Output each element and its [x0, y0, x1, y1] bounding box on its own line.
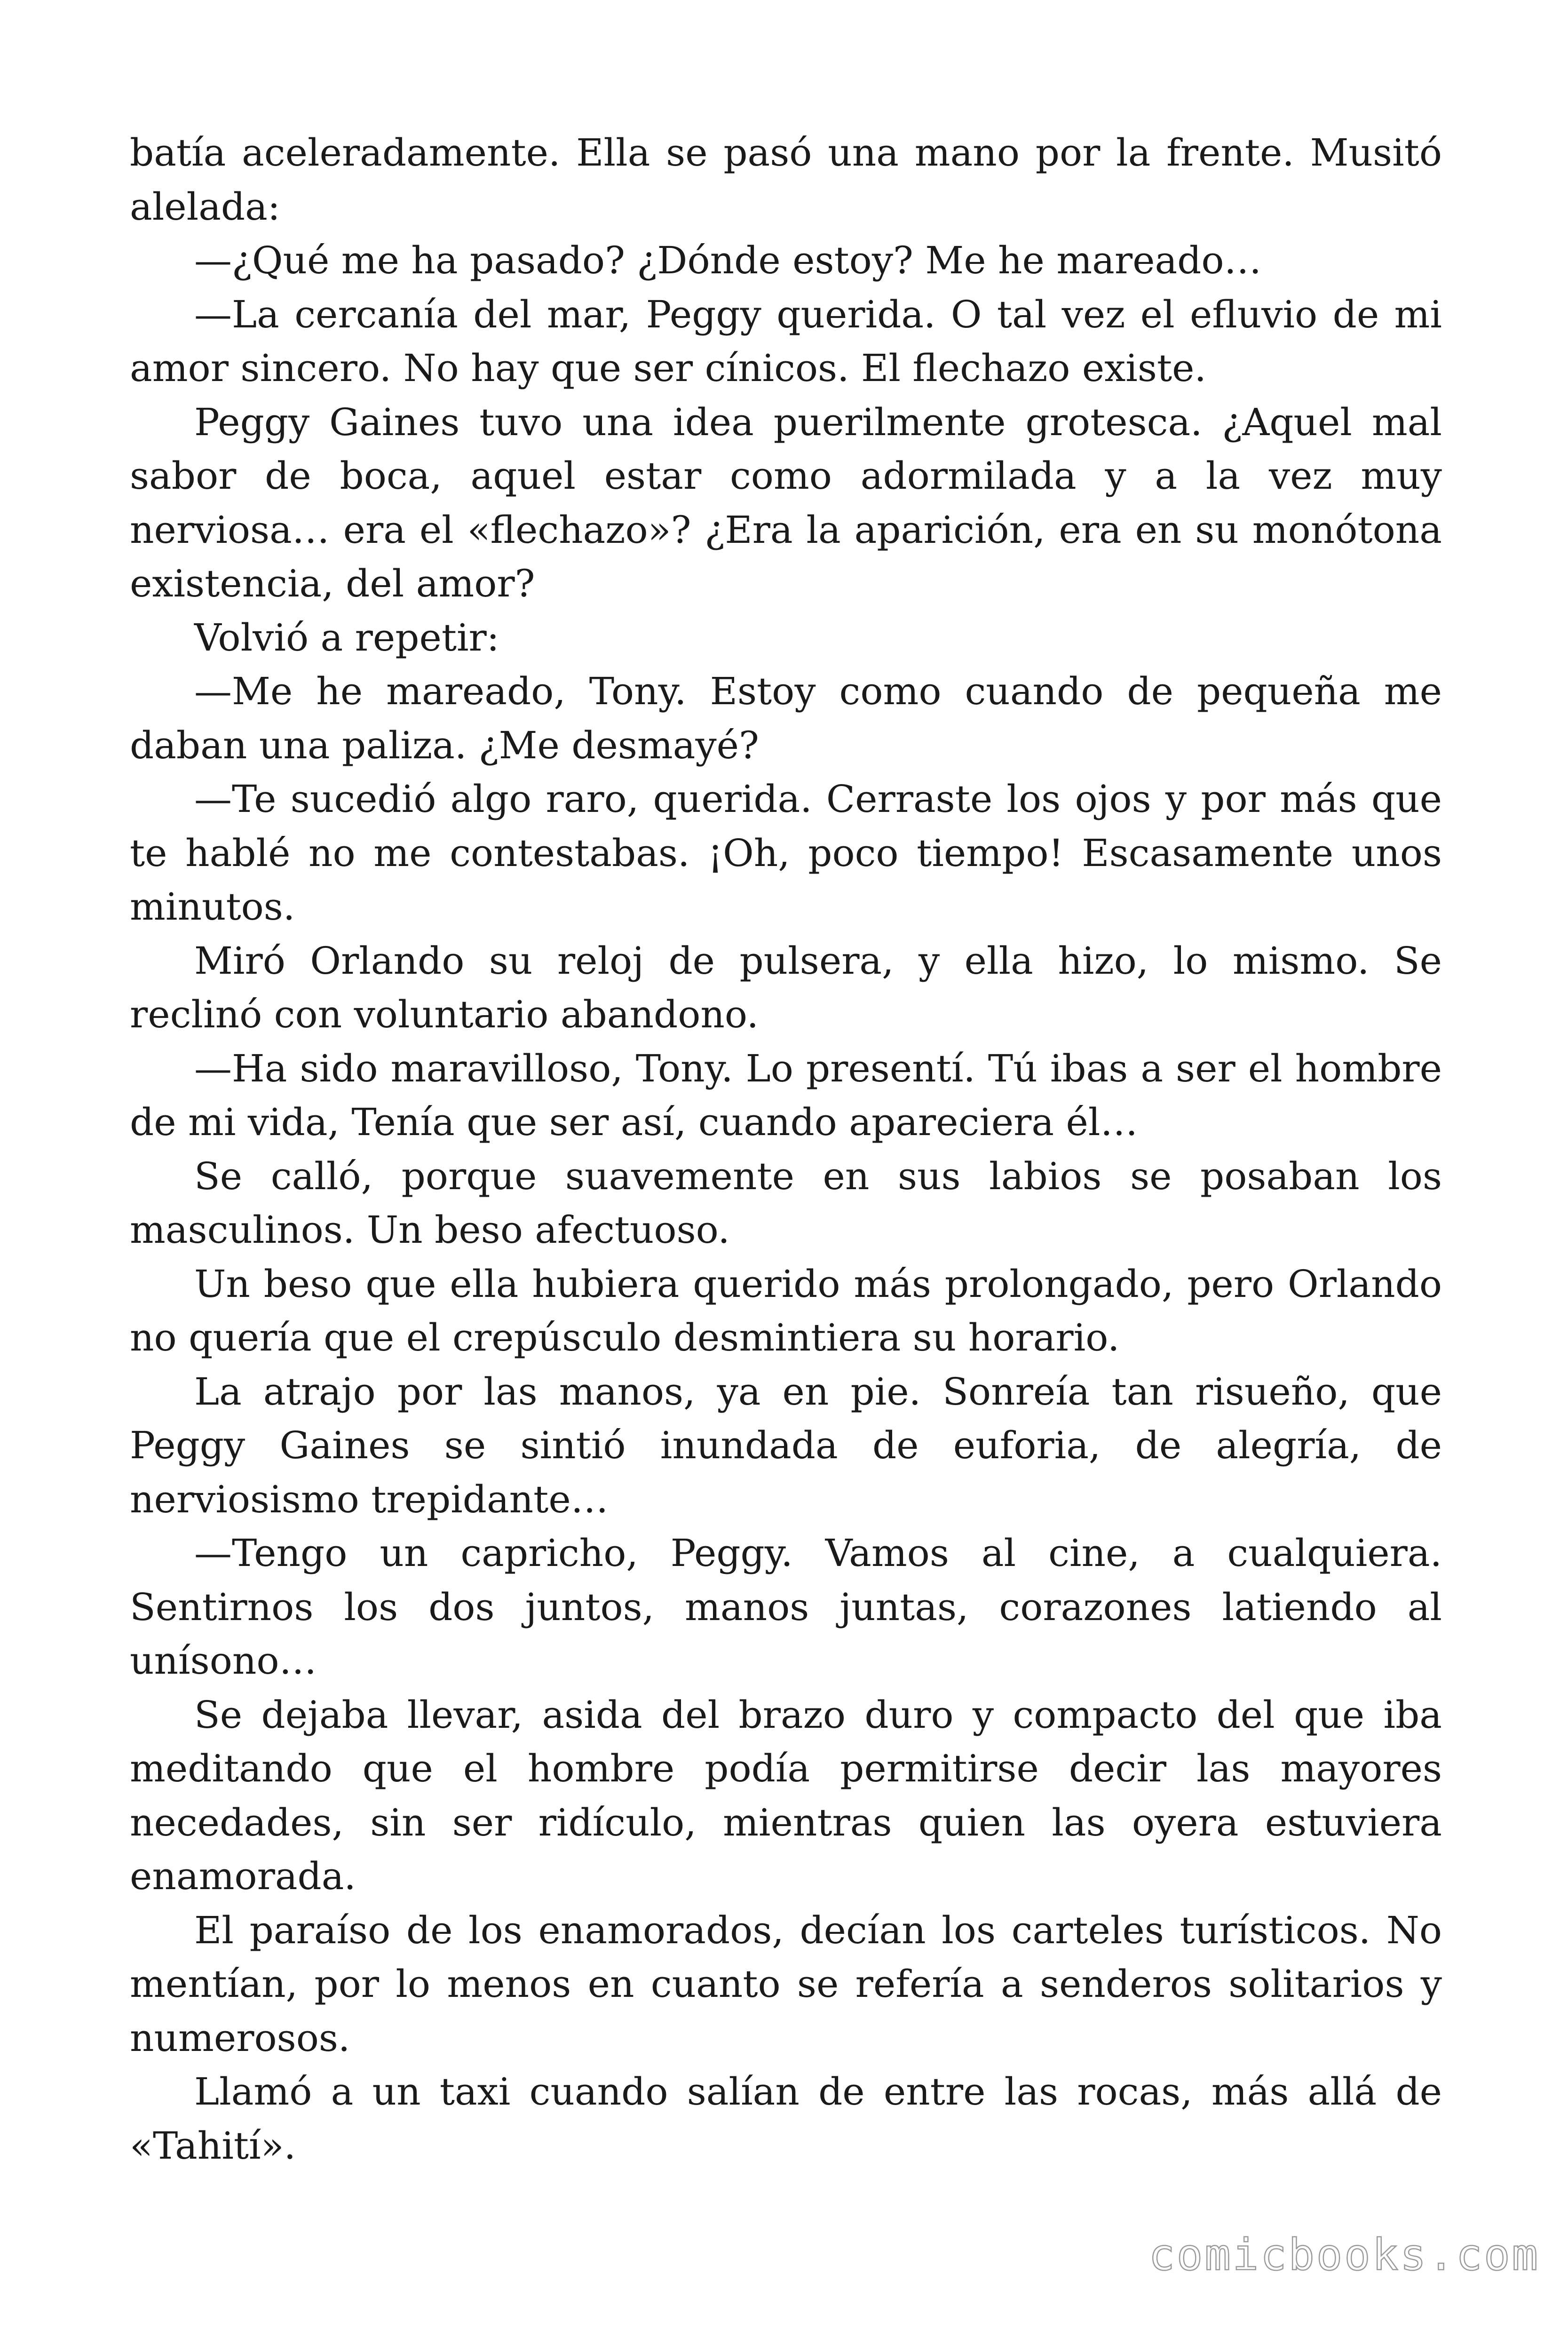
- paragraph: El paraíso de los enamorados, decían los carteles turísticos. No mentían, por lo menos en cuanto se refería a senderos solitarios y numerosos.: [130, 1908, 1442, 2060]
- body-text: [130, 126, 1442, 2173]
- watermark: comicbooks.com: [1148, 2230, 1540, 2280]
- paragraph: Miró Orlando su reloj de pulsera, y ella hizo, lo mismo. Se reclinó con voluntario abandono.: [130, 938, 1442, 1036]
- paragraph: batía aceleradamente. Ella se pasó una mano por la frente. Musitó alelada:: [130, 131, 1442, 229]
- paragraph: Volvió a repetir:: [194, 615, 499, 660]
- paragraph: Llamó a un taxi cuando salían de entre las rocas, más allá de «Tahití».: [130, 2070, 1442, 2168]
- paragraph: —La cercanía del mar, Peggy querida. O tal vez el efluvio de mi amor sincero. No hay que ser cínicos. El flechazo existe.: [130, 292, 1442, 390]
- paragraph: Se dejaba llevar, asida del brazo duro y compacto del que iba meditando que el hombre podía permitirse decir las mayores necedades, sin ser ridículo, mientras quien las oyera estuviera enamorada.: [130, 1692, 1442, 1898]
- paragraph: La atrajo por las manos, ya en pie. Sonreía tan risueño, que Peggy Gaines se sintió inundada de euforia, de alegría, de nerviosismo trepidante…: [130, 1369, 1442, 1521]
- paragraph: —Ha sido maravilloso, Tony. Lo presentí. Tú ibas a ser el hombre de mi vida, Tenía que ser así, cuando apareciera él…: [130, 1046, 1442, 1144]
- paragraph: —Te sucedió algo raro, querida. Cerraste los ojos y por más que te hablé no me contestabas. ¡Oh, poco tiempo! Escasamente unos minutos.: [130, 777, 1442, 929]
- paragraph: Se calló, porque suavemente en sus labios se posaban los masculinos. Un beso afectuoso.: [130, 1154, 1442, 1252]
- paragraph: —Me he mareado, Tony. Estoy como cuando de pequeña me daban una paliza. ¿Me desmayé?: [130, 669, 1442, 767]
- paragraph: Un beso que ella hubiera querido más prolongado, pero Orlando no quería que el crepúsculo desmintiera su horario.: [130, 1262, 1442, 1359]
- paragraph: Peggy Gaines tuvo una idea puerilmente grotesca. ¿Aquel mal sabor de boca, aquel estar como adormilada y a la vez muy nerviosa… era el «flechazo»? ¿Era la aparición, era en su monótona existencia, del amor?: [130, 400, 1442, 605]
- paragraph: —Tengo un capricho, Peggy. Vamos al cine, a cualquiera. Sentirnos los dos juntos, manos juntas, corazones latiendo al unísono…: [130, 1531, 1442, 1683]
- paragraph: —¿Qué me ha pasado? ¿Dónde estoy? Me he mareado…: [194, 238, 1262, 282]
